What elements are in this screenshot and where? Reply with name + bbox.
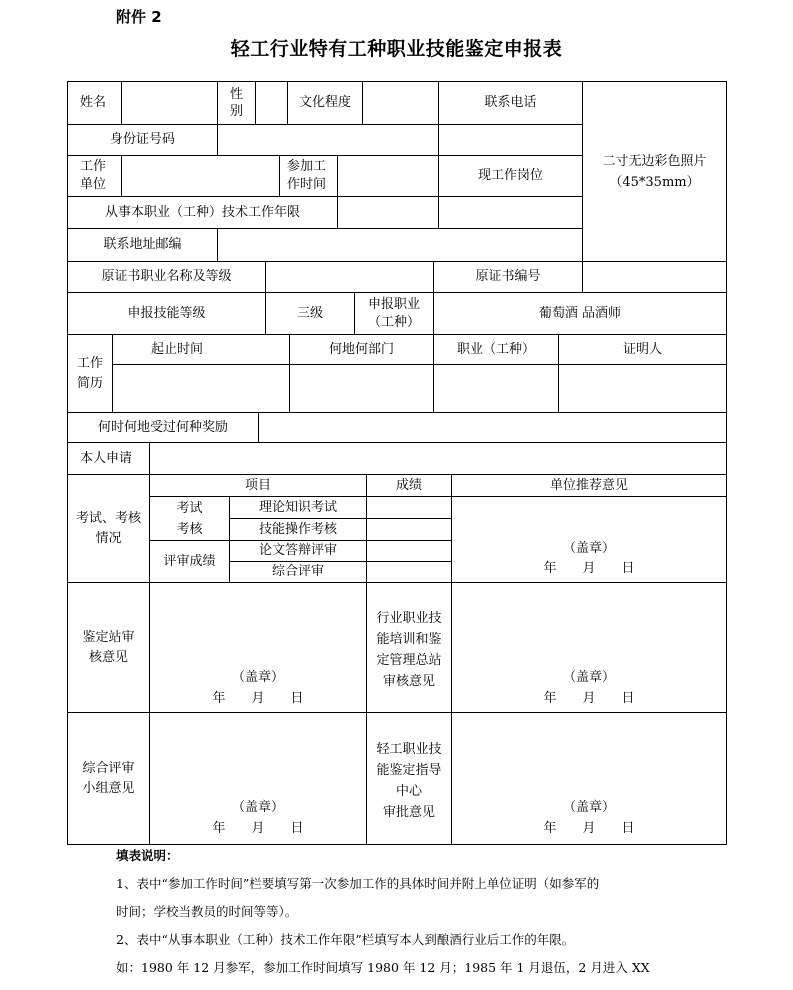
years-in-trade-label: 从事本职业（工种）技术工作年限 bbox=[104, 204, 300, 220]
unit-recommend-header: 单位推荐意见 bbox=[549, 477, 628, 493]
id-number-field[interactable] bbox=[218, 125, 438, 155]
theory-exam-label: 理论知识考试 bbox=[258, 499, 337, 515]
notes-line-4: 如：1980 年 12 月参军，参加工作时间填写 1980 年 12 月；1985 年 1 月退伍，2 月进入 XX bbox=[116, 960, 650, 975]
work-start-field[interactable] bbox=[338, 156, 438, 196]
panel-date: 年 月 日 bbox=[212, 821, 304, 836]
resume-dept-field[interactable] bbox=[290, 365, 433, 412]
panel-seal: （盖章） bbox=[231, 800, 284, 815]
exam-kaoshi-label: 考试 考核 bbox=[176, 500, 203, 537]
apply-level-label: 申报技能等级 bbox=[127, 305, 206, 321]
address-field[interactable] bbox=[218, 229, 582, 261]
photo-box: 二寸无边彩色照片 （45*35mm） bbox=[602, 153, 707, 190]
awards-label: 何时何地受过何种奖励 bbox=[97, 419, 228, 435]
panel-opinion-label: 综合评审 小组意见 bbox=[82, 760, 135, 796]
work-unit-field[interactable] bbox=[122, 156, 279, 196]
skill-exam-label: 技能操作考核 bbox=[258, 521, 337, 537]
work-unit-label: 工作 单位 bbox=[80, 159, 107, 192]
education-label: 文化程度 bbox=[298, 95, 351, 110]
resume-period-header: 起止时间 bbox=[151, 341, 204, 357]
address-label: 联系地址邮编 bbox=[103, 237, 182, 252]
name-field[interactable] bbox=[122, 82, 217, 124]
current-post-label: 现工作岗位 bbox=[477, 168, 543, 183]
guide-center-label: 轻工职业技 能鉴定指导 中心 审批意见 bbox=[376, 742, 442, 820]
resume-job-field[interactable] bbox=[434, 365, 558, 412]
work-start-label: 参加工 作时间 bbox=[287, 159, 327, 192]
overall-review-label: 综合评审 bbox=[271, 564, 324, 579]
orig-cert-no-field[interactable] bbox=[583, 262, 726, 292]
notes-heading: 填表说明： bbox=[116, 848, 179, 863]
apply-job-label: 申报职业 （工种） bbox=[367, 296, 420, 330]
guide-date: 年 月 日 bbox=[543, 821, 635, 836]
apply-level-value: 三级 bbox=[296, 305, 323, 321]
form-title: 轻工行业特有工种职业技能鉴定申报表 bbox=[230, 38, 563, 60]
orig-cert-no-label: 原证书编号 bbox=[475, 269, 541, 284]
station-review-label: 鉴定站审 核意见 bbox=[82, 629, 135, 665]
awards-field[interactable] bbox=[259, 413, 726, 442]
gender-field[interactable] bbox=[256, 82, 287, 124]
resume-witness-field[interactable] bbox=[559, 365, 726, 412]
thesis-review-label: 论文答辩评审 bbox=[258, 543, 337, 558]
guide-seal: （盖章） bbox=[562, 800, 615, 815]
phone-label: 联系电话 bbox=[484, 95, 537, 110]
industry-center-label: 行业职业技 能培训和鉴 定管理总站 审核意见 bbox=[376, 611, 442, 689]
theory-score-field[interactable] bbox=[367, 497, 451, 518]
gender-label: 性 别 bbox=[229, 87, 243, 119]
orig-cert-name-label: 原证书职业名称及等级 bbox=[101, 269, 232, 284]
exam-score-header: 成绩 bbox=[395, 477, 422, 493]
industry-date: 年 月 日 bbox=[543, 691, 635, 706]
unit-seal: （盖章） bbox=[562, 541, 615, 556]
resume-job-header: 职业（工种） bbox=[456, 341, 535, 357]
station-seal: （盖章） bbox=[231, 670, 284, 685]
resume-period-field[interactable] bbox=[113, 365, 289, 412]
overall-score-field[interactable] bbox=[367, 562, 451, 582]
attachment-label: 附件 2 bbox=[116, 8, 162, 26]
thesis-score-field[interactable] bbox=[367, 541, 451, 561]
review-score-label: 评审成绩 bbox=[163, 553, 216, 569]
industry-seal: （盖章） bbox=[562, 670, 615, 685]
notes-line-1: 1、表中“参加工作时间”栏要填写第一次参加工作的具体时间并附上单位证明（如参军的 bbox=[116, 876, 600, 891]
exam-item-header: 项目 bbox=[244, 477, 271, 493]
name-label: 姓名 bbox=[80, 95, 107, 110]
orig-cert-name-field[interactable] bbox=[266, 262, 433, 292]
unit-date: 年 月 日 bbox=[543, 561, 635, 576]
notes-line-3: 2、表中“从事本职业（工种）技术工作年限”栏填写本人到酿酒行业后工作的年限。 bbox=[116, 932, 575, 947]
self-apply-label: 本人申请 bbox=[80, 450, 133, 466]
resume-witness-header: 证明人 bbox=[622, 341, 662, 357]
years-in-trade-field[interactable] bbox=[338, 197, 438, 228]
exam-label: 考试、考核 情况 bbox=[75, 510, 141, 546]
id-number-label: 身份证号码 bbox=[109, 132, 175, 147]
station-date: 年 月 日 bbox=[212, 691, 304, 706]
notes-line-2: 时间；学校当教员的时间等等）。 bbox=[116, 904, 298, 919]
self-apply-field[interactable] bbox=[150, 443, 726, 474]
education-field[interactable] bbox=[363, 82, 438, 124]
skill-score-field[interactable] bbox=[367, 519, 451, 540]
resume-label: 工作 简历 bbox=[76, 355, 103, 391]
apply-job-value: 葡萄酒 品酒师 bbox=[538, 305, 622, 321]
resume-dept-header: 何地何部门 bbox=[328, 341, 394, 357]
